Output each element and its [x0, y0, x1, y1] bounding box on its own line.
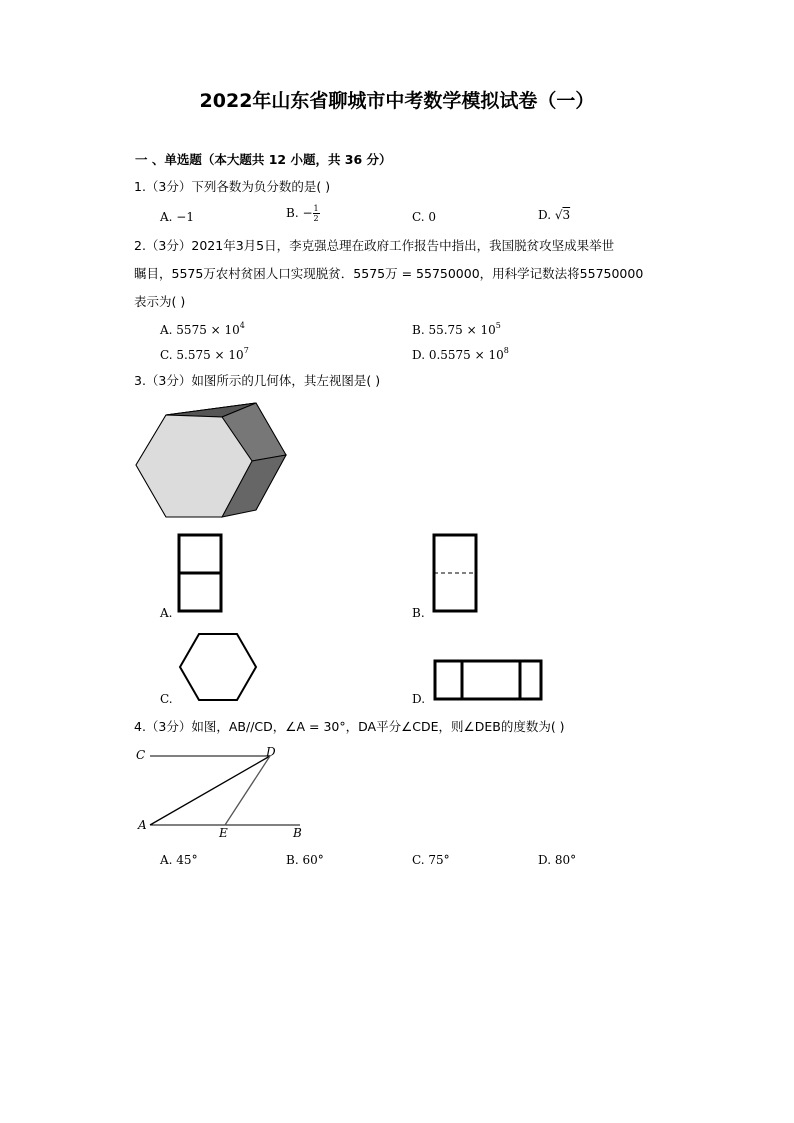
q1-option-a: A. −1 — [160, 210, 194, 224]
page-title: 2022年山东省聊城市中考数学模拟试卷（一） — [199, 90, 595, 112]
point-label-a: A — [138, 818, 147, 832]
question-2-line-3: 表示为( ) — [134, 294, 186, 309]
q4-option-d: D. 80° — [538, 853, 577, 867]
q4-option-a: A. 45° — [160, 853, 198, 867]
q3-option-d-label: D. — [412, 692, 426, 706]
q2-option-c: C. $5.575 \times 10^7$ — [160, 346, 249, 362]
hexagonal-prism-figure — [130, 395, 300, 525]
point-label-c: C — [136, 748, 146, 762]
question-2-line-1: 2.（3分）2021年3月5日，李克强总理在政府工作报告中指出，我国脱贫攻坚成果举世 — [134, 238, 615, 253]
q3-option-b-figure — [431, 533, 481, 615]
q1-option-b — [286, 204, 320, 223]
q2-option-a: A. $5575 \times 10^4$ — [160, 321, 245, 337]
q3-option-b-label: B. — [412, 606, 425, 620]
question-4-stem: 4.（3分）如图，AB//CD，∠A = 30°，DA平分∠CDE，则∠DEB的度数为( ) — [134, 719, 565, 734]
q1-option-b-fraction: $\frac{1}{2}$ — [313, 204, 319, 223]
question-1-stem: 1.（3分）下列各数为负分数的是( ) — [134, 179, 331, 194]
question-2-line-2: 瞩目，5575万农村贫困人口实现脱贫．5575万 = 55750000，用科学记数法将55750000 — [134, 266, 644, 281]
q4-option-c: C. 75° — [412, 853, 450, 867]
q4-option-b: B. 60° — [286, 853, 324, 867]
point-label-e: E — [219, 826, 228, 840]
q2-option-b: B. $55.75 \times 10^5$ — [412, 321, 501, 337]
q3-option-d-figure — [432, 658, 544, 704]
q1-option-b-label: B. − — [286, 206, 313, 220]
point-label-d: D — [266, 745, 276, 759]
q2-option-d: D. $0.5575 \times 10^8$ — [412, 346, 509, 362]
question-3-stem: 3.（3分）如图所示的几何体，其左视图是( ) — [134, 373, 381, 388]
section-heading: 一 、单选题（本大题共 12 小题，共 36 分） — [135, 152, 392, 167]
q3-option-a-label: A. — [160, 606, 173, 620]
q1-option-c: C. 0 — [412, 210, 437, 224]
q1-option-d-radicand: 3 — [562, 208, 571, 222]
q1-option-d — [538, 208, 570, 222]
q3-option-c-figure — [178, 630, 260, 704]
q3-option-a-figure — [176, 533, 226, 615]
q1-option-d-label: D. √ — [538, 208, 563, 222]
point-label-b: B — [293, 826, 302, 840]
q3-option-c-label: C. — [160, 692, 173, 706]
